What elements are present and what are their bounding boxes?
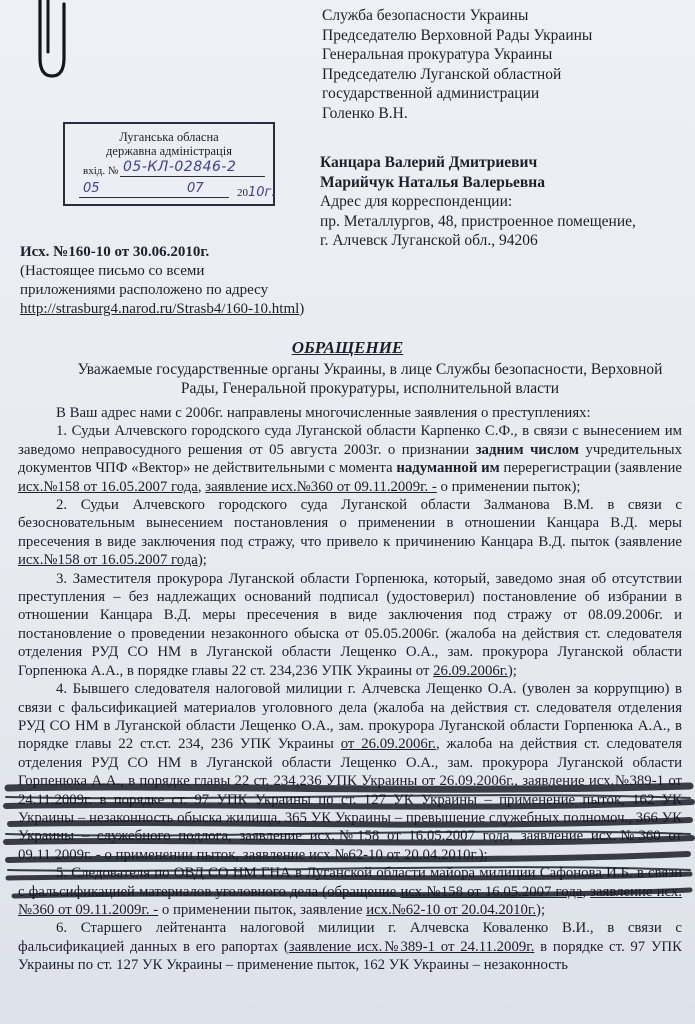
p5-sep: ,: [582, 883, 591, 900]
salutation: [60, 360, 680, 398]
p2-tail: );: [197, 552, 207, 569]
p1-text-3: перерегистрации (заявление: [499, 460, 682, 477]
stamp-year-prefix: 20: [237, 187, 248, 199]
document-url-link[interactable]: http://strasburg4.narod.ru/Strasb4/160-10.html: [20, 301, 300, 317]
p1-text-2: учредительных документов ЧПФ «Вектор» не действительными с момента: [18, 441, 682, 477]
document-body: [18, 404, 682, 975]
p3-text: 3. Заместителя прокурора Луганской области Горпенюка, который, заведомо зная об отсутствии преступления – без надлежащих оснований подписал (удостоверил) постановление об избрании в отношении Канцара В.Д. меры пресечения в виде заключения под стражу от 08.09.2006г. и постановление о проведении незаконного обыска от 05.05.2006г. (жалоба на действия ст. следователя отделения РУД СО НМ в Луганской области Лещенко О.А., зам. прокурора Луганской области Горпенюка А.А., в порядке главы 22 ст. 234,236 УПК Украины от: [18, 570, 682, 679]
paragraph-5: [18, 864, 682, 919]
stamp-day: 05: [83, 181, 100, 196]
registration-stamp: [63, 122, 275, 206]
addressee-line: Председателю Луганской областной: [322, 65, 562, 83]
addressee-line: государственной администрации: [322, 85, 540, 102]
p2-text: 2. Судьи Алчевского городского суда Луганской области Залманова В.М. в связи с безосновательным вынесением постановления о применении в отношении Канцара В.Д. меры пресечения в виде заключения под стражу, что привело к причинению Канцара В.Д. пыток (заявление: [18, 497, 682, 550]
paragraph-3: [18, 570, 682, 680]
p6-text: 6. Старшего лейтенанта налоговой милиции г. Алчевска Коваленко В.И., в связи с фальсификацией данных в его рапортах (: [18, 920, 682, 955]
addressee-line: Голенко В.Н.: [322, 104, 408, 122]
p5-ref-2: заявление исх.№360 от 09.11.2009г. -: [18, 883, 682, 918]
p5-text-2: о применении пыток, заявление: [158, 901, 367, 918]
stamp-month: 07: [187, 181, 204, 196]
paragraph-4: [18, 680, 682, 864]
p6-ref: заявление исх.№389-1 от 24.11.2009г.: [288, 938, 535, 955]
sender-address-line-1: пр. Металлургов, 48, пристроенное помещение,: [320, 212, 636, 230]
p3-ref: 26.09.2006г.: [433, 662, 508, 679]
paragraph-6: [18, 919, 682, 974]
outgoing-ref-number: Исх. №160-10 от 30.06.2010г.: [20, 244, 210, 260]
p6-tail: в порядке ст. 97 УПК Украины по ст. 127 УК Украины – применение пыток, 162 УК Украины – незаконность: [18, 938, 682, 974]
p3-tail: );: [507, 662, 517, 679]
p1-tail: о применении пыток);: [436, 478, 581, 495]
p1-sep: ,: [197, 478, 206, 495]
paragraph-1: [18, 422, 682, 496]
link-close-paren: ): [299, 301, 305, 317]
stamp-year-suffix: 10г.: [248, 185, 276, 200]
sender-block: [320, 153, 690, 251]
sender-address-label: Адрес для корреспонденции:: [320, 193, 513, 210]
p4-tail: , жалоба на действия ст. следователя отделения РУД СО НМ в Луганской области Лещенко О.А., зам. прокурора Луганской области Горпенюка А.А., в порядке главы 22 ст. 234,236 УПК Украины от 26.09.2006г., заявление исх.№389-1 от 24.11.2009г. в порядке ст. 97 УПК Украины по ст. 127 УК Украины – применение пыток, 162 УК Украины – незаконность обыска жилища, 365 УК Украины – превышение служебных полномоч., 366 УК Украины – служебного подлога, заявление исх.№158 от 16.05.2007 года, заявление исх.№360 от 09.11.2009г. - о применении пыток, заявление исх.№62-10 от 20.04.2010г.);: [18, 736, 683, 863]
stamp-reg-number: 05-КЛ-02846-2: [123, 159, 237, 175]
stamp-reg-label: вхід. №: [83, 165, 119, 177]
addressee-line: Генеральная прокуратура Украины: [322, 46, 553, 63]
document-heading: ОБРАЩЕНИЕ: [291, 338, 404, 357]
sender-name-2: Марийчук Наталья Валерьевна: [320, 173, 545, 191]
p1-bold-1: задним числом: [475, 441, 579, 458]
p5-tail: );: [536, 901, 546, 918]
p2-ref: исх.№158 от 16.05.2007 года: [18, 552, 198, 569]
p1-ref-1: исх.№158 от 16.05.2007 года: [18, 478, 198, 495]
p4-text: 4. Бывшего следователя налоговой милиции г. Алчевска Лещенко О.А. (уволен за коррупцию) в связи с фальсификацией материалов уголовного дела (жалоба на действия ст. следователя отделения РУД СО НМ в Луганской области Лещенко О.А., зам. прокурора Луганской области Горпенюка А.А., в порядке главы 22 ст.ст. 234, 236 УПК Украины: [18, 681, 682, 753]
p1-bold-2: надуманной им: [396, 460, 500, 477]
addressee-line: Председателю Верховной Рады Украины: [322, 26, 593, 44]
outgoing-reference: [20, 243, 340, 319]
paragraph-2: [18, 496, 682, 570]
addressee-block: [322, 6, 682, 123]
p4-ref: от 26.09.2006г.: [340, 736, 436, 753]
stamp-year: [237, 186, 276, 200]
stamp-org-line1: Луганська обласна: [119, 130, 219, 144]
p1-ref-2: заявление исх.№360 от 09.11.2009г. -: [205, 478, 437, 495]
sender-name-1: Канцара Валерий Дмитриевич: [320, 154, 538, 171]
addressee-line: Служба безопасности Украины: [322, 7, 529, 24]
p5-ref-3: исх.№62-10 от 20.04.2010г.: [366, 901, 537, 918]
body-intro: В Ваш адрес нами с 2006г. направлены многочисленные заявления о преступлениях:: [56, 405, 591, 421]
p5-ref-1: исх.№158 от 16.05.2007 года: [400, 883, 583, 900]
outgoing-note-line-1: (Настоящее письмо со всеми: [20, 263, 205, 279]
p1-text: 1. Судьи Алчевского городского суда Луганской области Карпенко С.Ф., в связи с вынесением им заведомо неправосудного решения от 05 августа 2003г. о признании: [18, 423, 682, 458]
sender-address-line-2: г. Алчевск Луганской обл., 94206: [320, 232, 538, 249]
outgoing-note-line-2: приложениями расположено по адресу: [20, 282, 269, 298]
stamp-org-line2: державна адміністрація: [106, 144, 232, 158]
salutation-text: Уважаемые государственные органы Украины, в лице Службы безопасности, Верховной Рады, Генеральной прокуратуры, исполнительной власти: [77, 361, 663, 397]
p5-text: 5. Следователя по ОВД СО НМ ГНА в Луганской области майора милиции Сафонова И.Б. в связи с фальсификацией материалов уголовного дела (обращение: [18, 865, 682, 900]
paper-clip-icon: [18, 0, 68, 82]
